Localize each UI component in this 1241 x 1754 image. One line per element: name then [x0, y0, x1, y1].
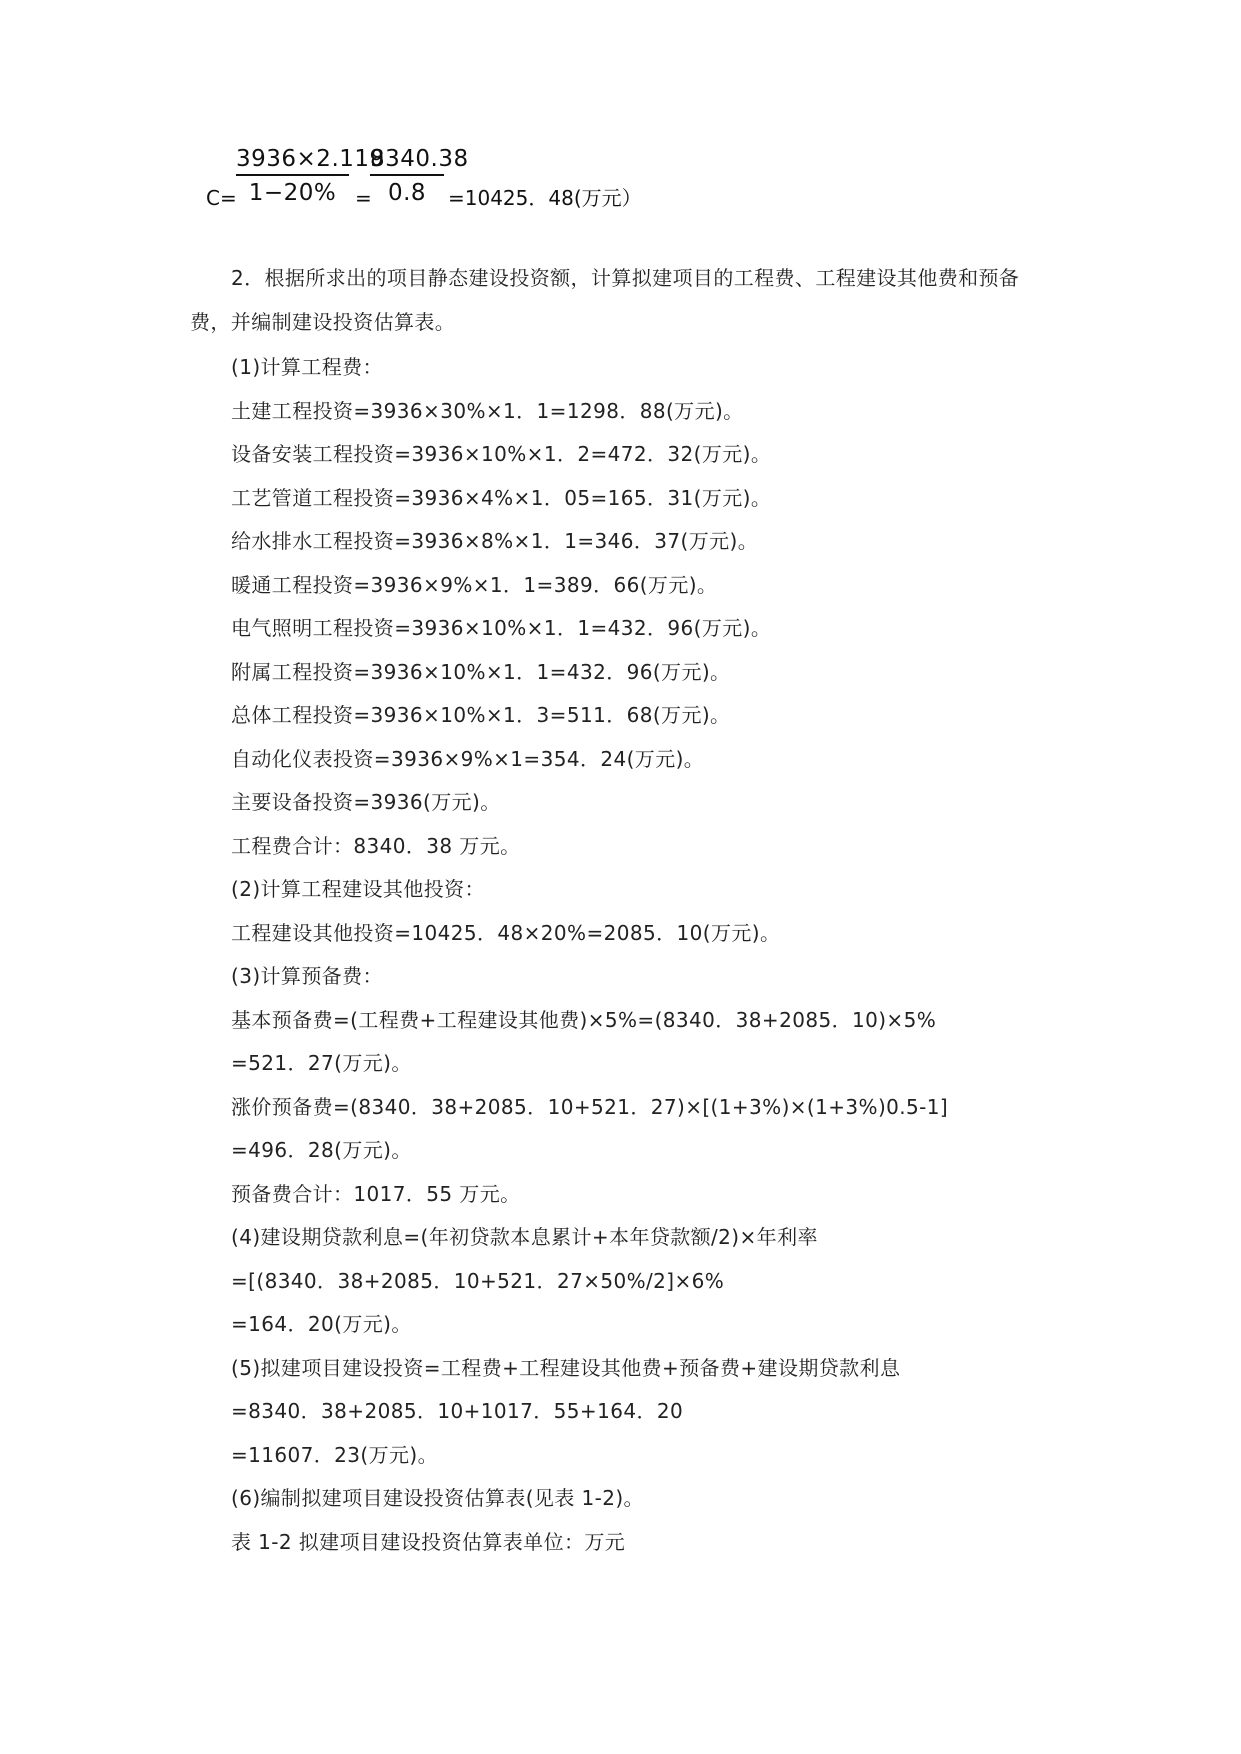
- line-process-piping: 工艺管道工程投资=3936×4%×1．05=165．31(万元)。: [231, 485, 772, 510]
- line-loan-interest-calc: =[(8340．38+2085．10+521．27×50%/2]×6%: [231, 1268, 725, 1293]
- investment-formula: [0, 0, 1241, 240]
- line-loan-interest-result: =164．20(万元)。: [231, 1312, 412, 1336]
- formula-lhs: C=: [206, 186, 237, 210]
- line-automation-instruments: 自动化仪表投资=3936×9%×1=354．24(万元)。: [231, 746, 705, 771]
- line-project-investment-result: =11607．23(万元)。: [231, 1442, 439, 1467]
- line-equipment-installation: 设备安装工程投资=3936×10%×1．2=472．32(万元)。: [231, 442, 772, 466]
- line-other-investment: 工程建设其他投资=10425．48×20%=2085．10(万元)。: [231, 920, 781, 945]
- line-contingency-heading: (3)计算预备费：: [231, 964, 383, 988]
- line-project-investment: (5)拟建项目建设投资=工程费+工程建设其他费+预备费+建设期贷款利息: [231, 1355, 901, 1380]
- line-basic-contingency: 基本预备费=(工程费+工程建设其他费)×5%=(8340．38+2085．10)×5%: [231, 1007, 937, 1032]
- line-calc-engineering-heading: (1)计算工程费：: [231, 355, 383, 379]
- line-project-investment-calc: =8340．38+2085．10+1017．55+164．20: [231, 1399, 684, 1423]
- fraction-1-denominator: 1−20%: [248, 180, 337, 206]
- fraction-2-bar: [370, 174, 444, 176]
- line-electrical-lighting: 电气照明工程投资=3936×10%×1．1=432．96(万元)。: [231, 616, 772, 640]
- line-auxiliary-works: 附属工程投资=3936×10%×1．1=432．96(万元)。: [231, 659, 731, 684]
- fraction-1-bar: [236, 174, 349, 176]
- line-basic-contingency-result: =521．27(万元)。: [231, 1051, 412, 1075]
- calculation-lines: [231, 346, 948, 1564]
- line-contingency-total: 预备费合计：1017．55 万元。: [231, 1181, 521, 1206]
- fraction-2-denominator: 0.8: [387, 180, 427, 206]
- line-price-contingency-result: =496．28(万元)。: [231, 1138, 412, 1162]
- line-loan-interest: (4)建设期贷款利息=(年初贷款本息累计+本年贷款额/2)×年利率: [231, 1225, 818, 1249]
- line-table-caption: 表 1-2 拟建项目建设投资估算表单位：万元: [231, 1529, 626, 1554]
- formula-result: =10425．48(万元）: [448, 186, 642, 210]
- line-other-investment-heading: (2)计算工程建设其他投资：: [231, 877, 485, 901]
- fraction-2-numerator: 8340.38: [370, 146, 469, 172]
- line-engineering-total: 工程费合计：8340．38 万元。: [231, 833, 521, 858]
- section-2-paragraph: 2．根据所求出的项目静态建设投资额，计算拟建项目的工程费、工程建设其他费和预备费，并编制建设投资估算表。: [190, 266, 1020, 334]
- line-price-contingency: 涨价预备费=(8340．38+2085．10+521．27)×[(1+3%)×(1+3%)0.5-1]: [231, 1094, 949, 1119]
- line-compile-table: (6)编制拟建项目建设投资估算表(见表 1-2)。: [231, 1486, 644, 1510]
- line-water-drainage: 给水排水工程投资=3936×8%×1．1=346．37(万元)。: [231, 529, 759, 553]
- fraction-1-numerator: 3936×2.119: [236, 146, 385, 172]
- line-civil-works: 土建工程投资=3936×30%×1．1=1298．88(万元)。: [231, 398, 744, 423]
- formula-equals: =: [355, 186, 372, 210]
- line-main-equipment: 主要设备投资=3936(万元)。: [231, 790, 501, 814]
- formula-fraction-1: [236, 146, 385, 206]
- formula-fraction-2: [370, 146, 469, 206]
- line-hvac: 暖通工程投资=3936×9%×1．1=389．66(万元)。: [231, 572, 718, 597]
- line-general-works: 总体工程投资=3936×10%×1．3=511．68(万元)。: [231, 703, 731, 727]
